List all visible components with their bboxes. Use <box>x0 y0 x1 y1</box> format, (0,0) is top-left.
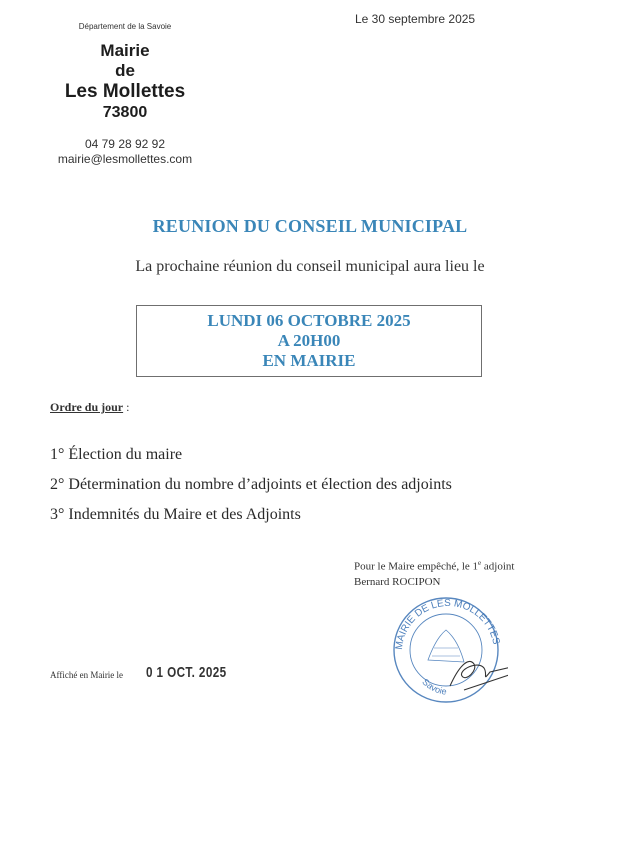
signer-name: Bernard ROCIPON <box>354 575 441 588</box>
agenda-heading <box>50 400 129 415</box>
agenda-heading-label: Ordre du jour <box>50 400 124 414</box>
meeting-info-box <box>136 305 482 377</box>
signer-title-sup: e <box>478 559 482 567</box>
agenda-heading-colon: : <box>123 400 130 414</box>
mairie-label: Mairie <box>100 41 150 60</box>
document-title: REUNION DU CONSEIL MUNICIPAL <box>152 216 468 236</box>
mairie-stamp <box>388 590 508 705</box>
agenda-item-3: 3° Indemnités du Maire et des Adjoints <box>50 506 301 523</box>
intro-text: La prochaine réunion du conseil municipal aura lieu le <box>135 258 485 275</box>
meeting-day: LUNDI 06 OCTOBRE 2025 <box>207 311 411 330</box>
stamp-top-text: MAIRIE DE LES MOLLETTES <box>393 597 502 651</box>
letter-date: Le 30 septembre 2025 <box>355 12 476 26</box>
letterhead <box>40 22 210 167</box>
department-label: Département de la Savoie <box>78 22 172 31</box>
commune-name: Les Mollettes <box>64 81 186 102</box>
signer-title <box>354 556 514 575</box>
stamp-bottom-text: Savoie <box>420 676 448 697</box>
posted-label: Affiché en Mairie le <box>50 670 124 680</box>
signer-block <box>354 556 514 590</box>
email-address: mairie@lesmollettes.com <box>57 152 193 166</box>
signer-title-suffix: adjoint <box>481 560 515 573</box>
agenda-item-1: 1° Élection du maire <box>50 446 183 463</box>
meeting-time: A 20H00 <box>277 331 341 350</box>
phone-number: 04 79 28 92 92 <box>84 137 166 151</box>
handwritten-signature <box>450 661 508 690</box>
meeting-place: EN MAIRIE <box>262 351 356 370</box>
agenda-item-2: 2° Détermination du nombre d’adjoints et élection des adjoints <box>50 476 452 493</box>
postal-code: 73800 <box>102 104 148 121</box>
signer-title-text: Pour le Maire empêché, le 1 <box>354 560 479 573</box>
posted-date-stamp: 0 1 OCT. 2025 <box>146 664 227 681</box>
de-label: de <box>115 61 135 80</box>
